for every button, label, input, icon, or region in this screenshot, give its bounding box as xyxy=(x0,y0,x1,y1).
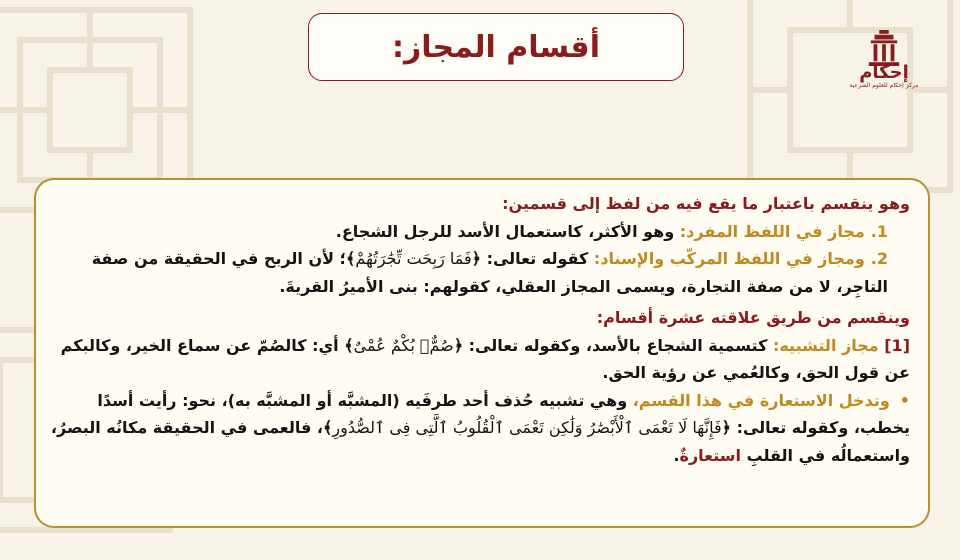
section1-item1 xyxy=(50,218,910,246)
logo-subtitle: مركز إحكام للعلوم الشرعية xyxy=(849,82,919,89)
quran-verse: فَمَا رَبِحَت تِّجَٰرَتُهُمْ xyxy=(355,249,472,268)
item-term: مجاز في اللفظ المفرد: xyxy=(679,221,865,241)
bullet-text-before: وهي تشبيه حُذف أحد طرفَيه (المشبَّه أو المشبَّه به)، نحو: رأيت أسدًا يخطب، وكقوله تعالى: ﴿ xyxy=(97,390,910,437)
item-number: [1] xyxy=(884,335,910,355)
section2-bullet xyxy=(50,387,910,470)
item-number: 2. xyxy=(870,249,888,268)
quran-verse: صُمٌّۢ بُكْمٌ عُمْىٌ xyxy=(353,335,454,355)
section1-intro: وهو ينقسم باعتبار ما يقع فيه من لفظ إلى قسمين: xyxy=(502,194,910,213)
section2-item1 xyxy=(50,332,910,387)
item-term: مجاز التشبيه: xyxy=(772,335,879,355)
item-text-after: ﴾؛ لأن الربح في الحقيقة من صفة التاجِر، لا من صفة التجارة، ويسمى المجاز العقلي، كقولهم: بنى الأميرُ القريةَ. xyxy=(91,249,888,296)
logo-wordmark: إحكام xyxy=(859,62,909,83)
item-text-before: كتسمية الشجاع بالأسد، وكقوله تعالى: ﴿ xyxy=(453,335,768,355)
logo xyxy=(838,30,930,90)
bullet-end: . xyxy=(673,445,680,465)
item-term: ومجاز في اللفظ المركّب والإسناد: xyxy=(593,249,865,268)
bullet-text-after: ﴾، فالعمى في الحقيقة مكانُه البصرُ، واستعمالُه في القلبِ xyxy=(50,418,910,465)
section1-item2 xyxy=(50,245,910,300)
highlight-term: استعارةٌ xyxy=(679,445,741,465)
bullet-term: وتدخل الاستعارة في هذا القسم، xyxy=(632,390,890,410)
item-number: 1. xyxy=(870,221,888,241)
item-text-before: كقوله تعالى: ﴿ xyxy=(471,249,589,268)
item-text: وهو الأكثر، كاستعمال الأسد للرجل الشجاع. xyxy=(335,221,675,241)
logo-building-icon xyxy=(864,30,904,66)
title-box xyxy=(308,13,684,81)
section2-intro: وينقسم من طريق علاقته عشرة أقسام: xyxy=(596,308,910,327)
content-box xyxy=(34,178,930,528)
page-title: أقسام المجاز: xyxy=(392,29,600,65)
bullet-icon: • xyxy=(899,390,910,410)
item-text-after: ﴾ أي: كالصُمّ عن سماع الخير، وكالبكم عن قول الحق، وكالعُمي عن رؤية الحق. xyxy=(60,335,910,382)
quran-verse: فَإِنَّهَا لَا تَعْمَى ٱلْأَبْصَٰرُ وَلَٰكِن تَعْمَى ٱلْقُلُوبُ ٱلَّتِى فِى ٱلصُّدُورِ xyxy=(332,418,722,437)
